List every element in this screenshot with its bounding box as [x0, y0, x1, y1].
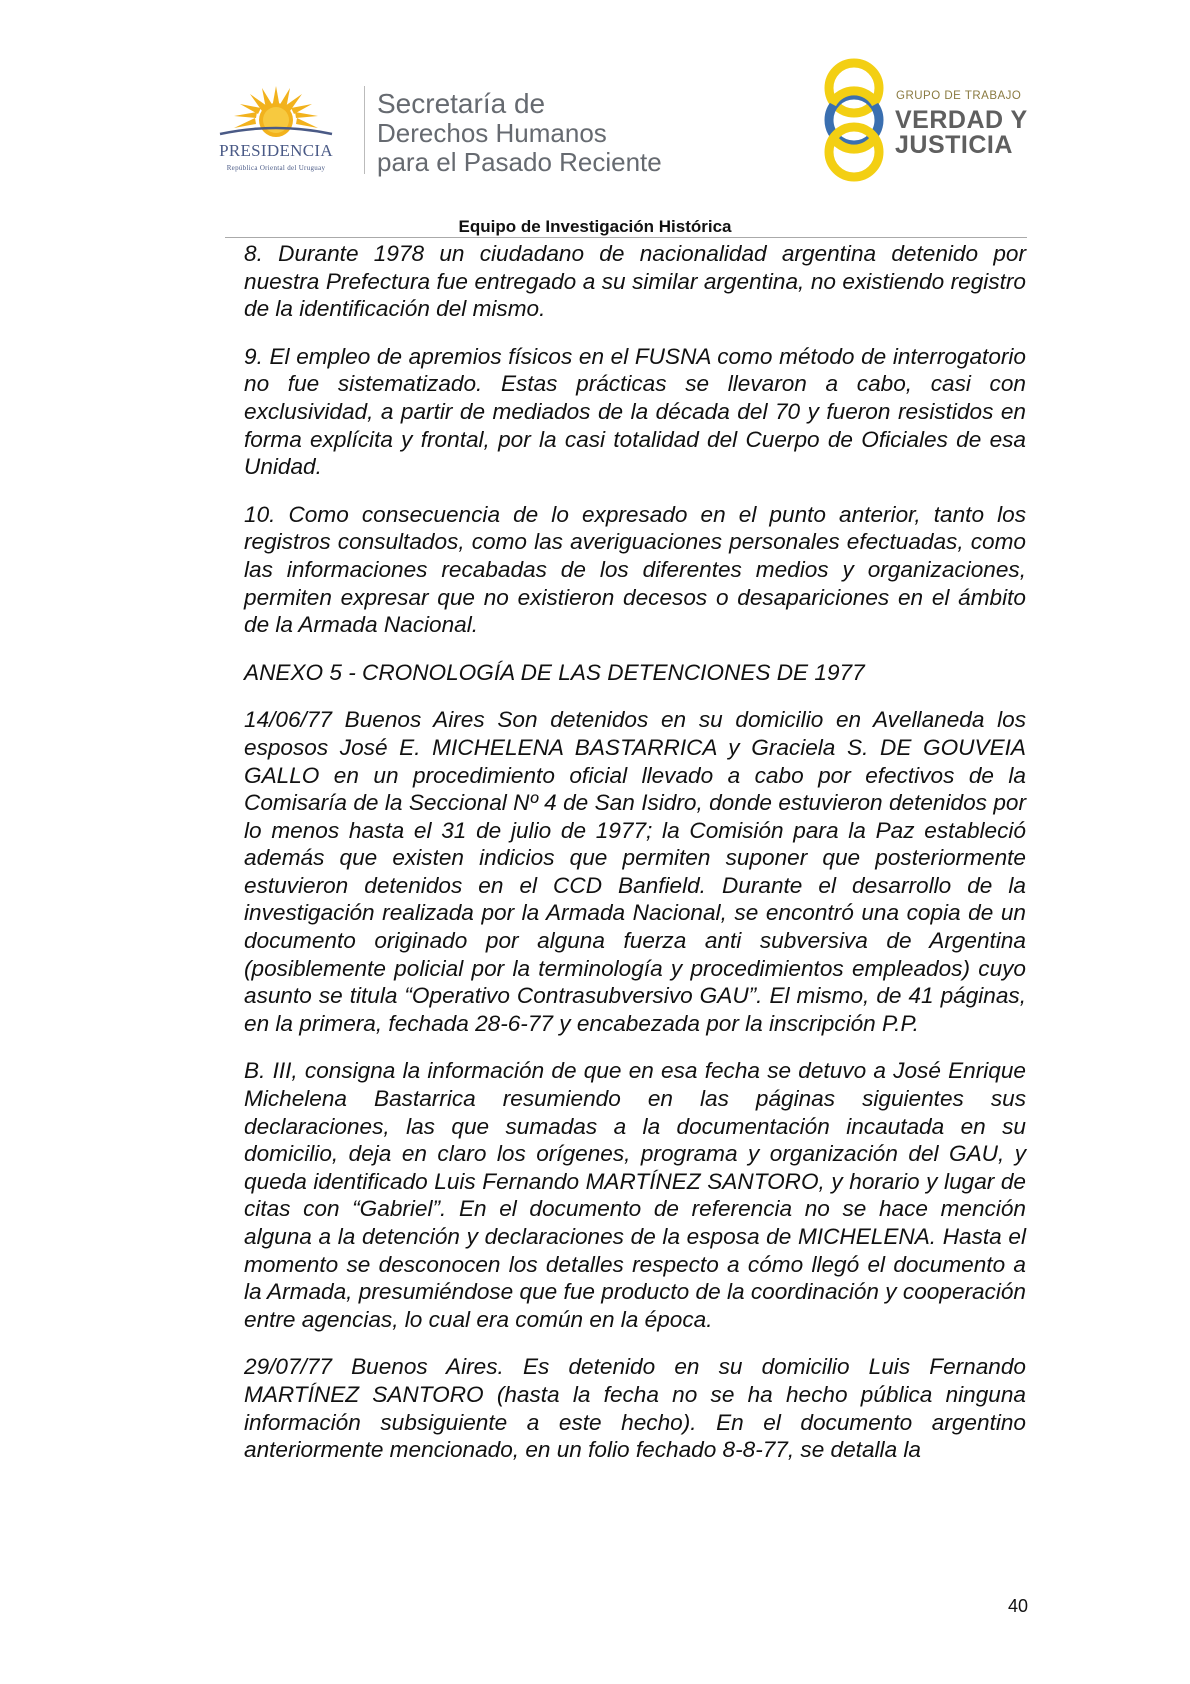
page-number: 40	[1007, 1596, 1028, 1616]
logo-divider	[364, 86, 365, 174]
interlocking-rings-icon	[818, 54, 894, 184]
secretaria-line-1: Secretaría de	[377, 88, 546, 119]
presidencia-logo	[196, 78, 356, 178]
sun-emblem-icon	[196, 78, 356, 140]
team-title: Equipo de Investigación Histórica	[458, 217, 732, 236]
grupo-big-label-1: VERDAD Y	[895, 106, 1028, 134]
paragraph-9: 9. El empleo de apremios físicos en el FUSNA como método de interrogatorio no fue sistematizado. Estas prácticas se llevaron a cabo, casi con exclusividad, a partir de mediados de la década del 70 y fueron resistidos en forma explícita y frontal, por la casi totalidad del Cuerpo de Oficiales de esa Unidad.	[244, 343, 1026, 480]
paragraph-8: 8. Durante 1978 un ciudadano de nacionalidad argentina detenido por nuestra Prefectura fue entregado a su similar argentina, no existiendo registro de la identificación del mismo.	[244, 241, 1026, 322]
verdad-justicia-logo	[818, 54, 1038, 184]
presidencia-name: PRESIDENCIA	[219, 141, 333, 160]
paragraph-entry-14-06-77: 14/06/77 Buenos Aires Son detenidos en su domicilio en Avellaneda los esposos José E. MICHELENA BASTARRICA y Graciela S. DE GOUVEIA GALLO en un procedimiento oficial llevado a cabo por efectivos de la Comisaría de la Seccional Nº 4 de San Isidro, donde estuvieron detenidos por lo menos hasta el 31 de julio de 1977; la Comisión para la Paz estableció además que existen indicios que permiten suponer que posteriormente estuvieron detenidos en el CCD Banfield. Durante el desarrollo de la investigación realizada por la Armada Nacional, se encontró una copia de un documento originado por alguna fuerza anti subversiva de Argentina (posiblemente policial por la terminología y procedimientos empleados) cuyo asunto se titula “Operativo Contrasubversivo GAU”. El mismo, de 41 páginas, en la primera, fechada 28-6-77 y encabezada por la inscripción P.P.	[244, 707, 1026, 1036]
paragraph-b-iii: B. III, consigna la información de que en esa fecha se detuvo a José Enrique Michelena Bastarrica resumiendo en las páginas siguientes sus declaraciones, las que sumadas a la documentación incautada en su domicilio, deja en claro los orígenes, programa y organización del GAU, y queda identificado Luis Fernando MARTÍNEZ SANTORO, y horario y lugar de citas con “Gabriel”. En el documento de referencia no se hace mención alguna a la detención y declaraciones de la esposa de MICHELENA. Hasta el momento se desconocen los detalles respecto a cómo llegó el documento a la Armada, presumiéndose que fue producto de la coordinación y cooperación entre agencias, lo cual era común en la época.	[244, 1058, 1026, 1332]
grupo-big-label-2: JUSTICIA	[895, 131, 1013, 159]
annex-heading: ANEXO 5 - CRONOLOGÍA DE LAS DETENCIONES DE 1977	[244, 659, 865, 685]
secretaria-logotype	[377, 88, 662, 177]
presidencia-subtitle: República Oriental del Uruguay	[226, 164, 326, 172]
paragraph-10: 10. Como consecuencia de lo expresado en el punto anterior, tanto los registros consultados, como las averiguaciones personales efectuadas, como las informaciones recabadas de los diferentes medios y organizaciones, permiten expresar que no existieron decesos o desapariciones en el ámbito de la Armada Nacional.	[244, 501, 1026, 638]
secretaria-line-2: Derechos Humanos	[377, 118, 607, 148]
page-header	[0, 0, 1190, 240]
secretaria-line-3: para el Pasado Reciente	[377, 147, 662, 177]
grupo-small-label: GRUPO DE TRABAJO	[896, 90, 1022, 102]
header-rule	[225, 237, 1027, 238]
document-body	[244, 240, 1026, 1484]
paragraph-entry-29-07-77: 29/07/77 Buenos Aires. Es detenido en su domicilio Luis Fernando MARTÍNEZ SANTORO (hasta la fecha no se ha hecho pública ninguna información subsiguiente a este hecho). En el documento argentino anteriormente mencionado, en un folio fechado 8-8-77, se detalla la	[244, 1354, 1026, 1463]
